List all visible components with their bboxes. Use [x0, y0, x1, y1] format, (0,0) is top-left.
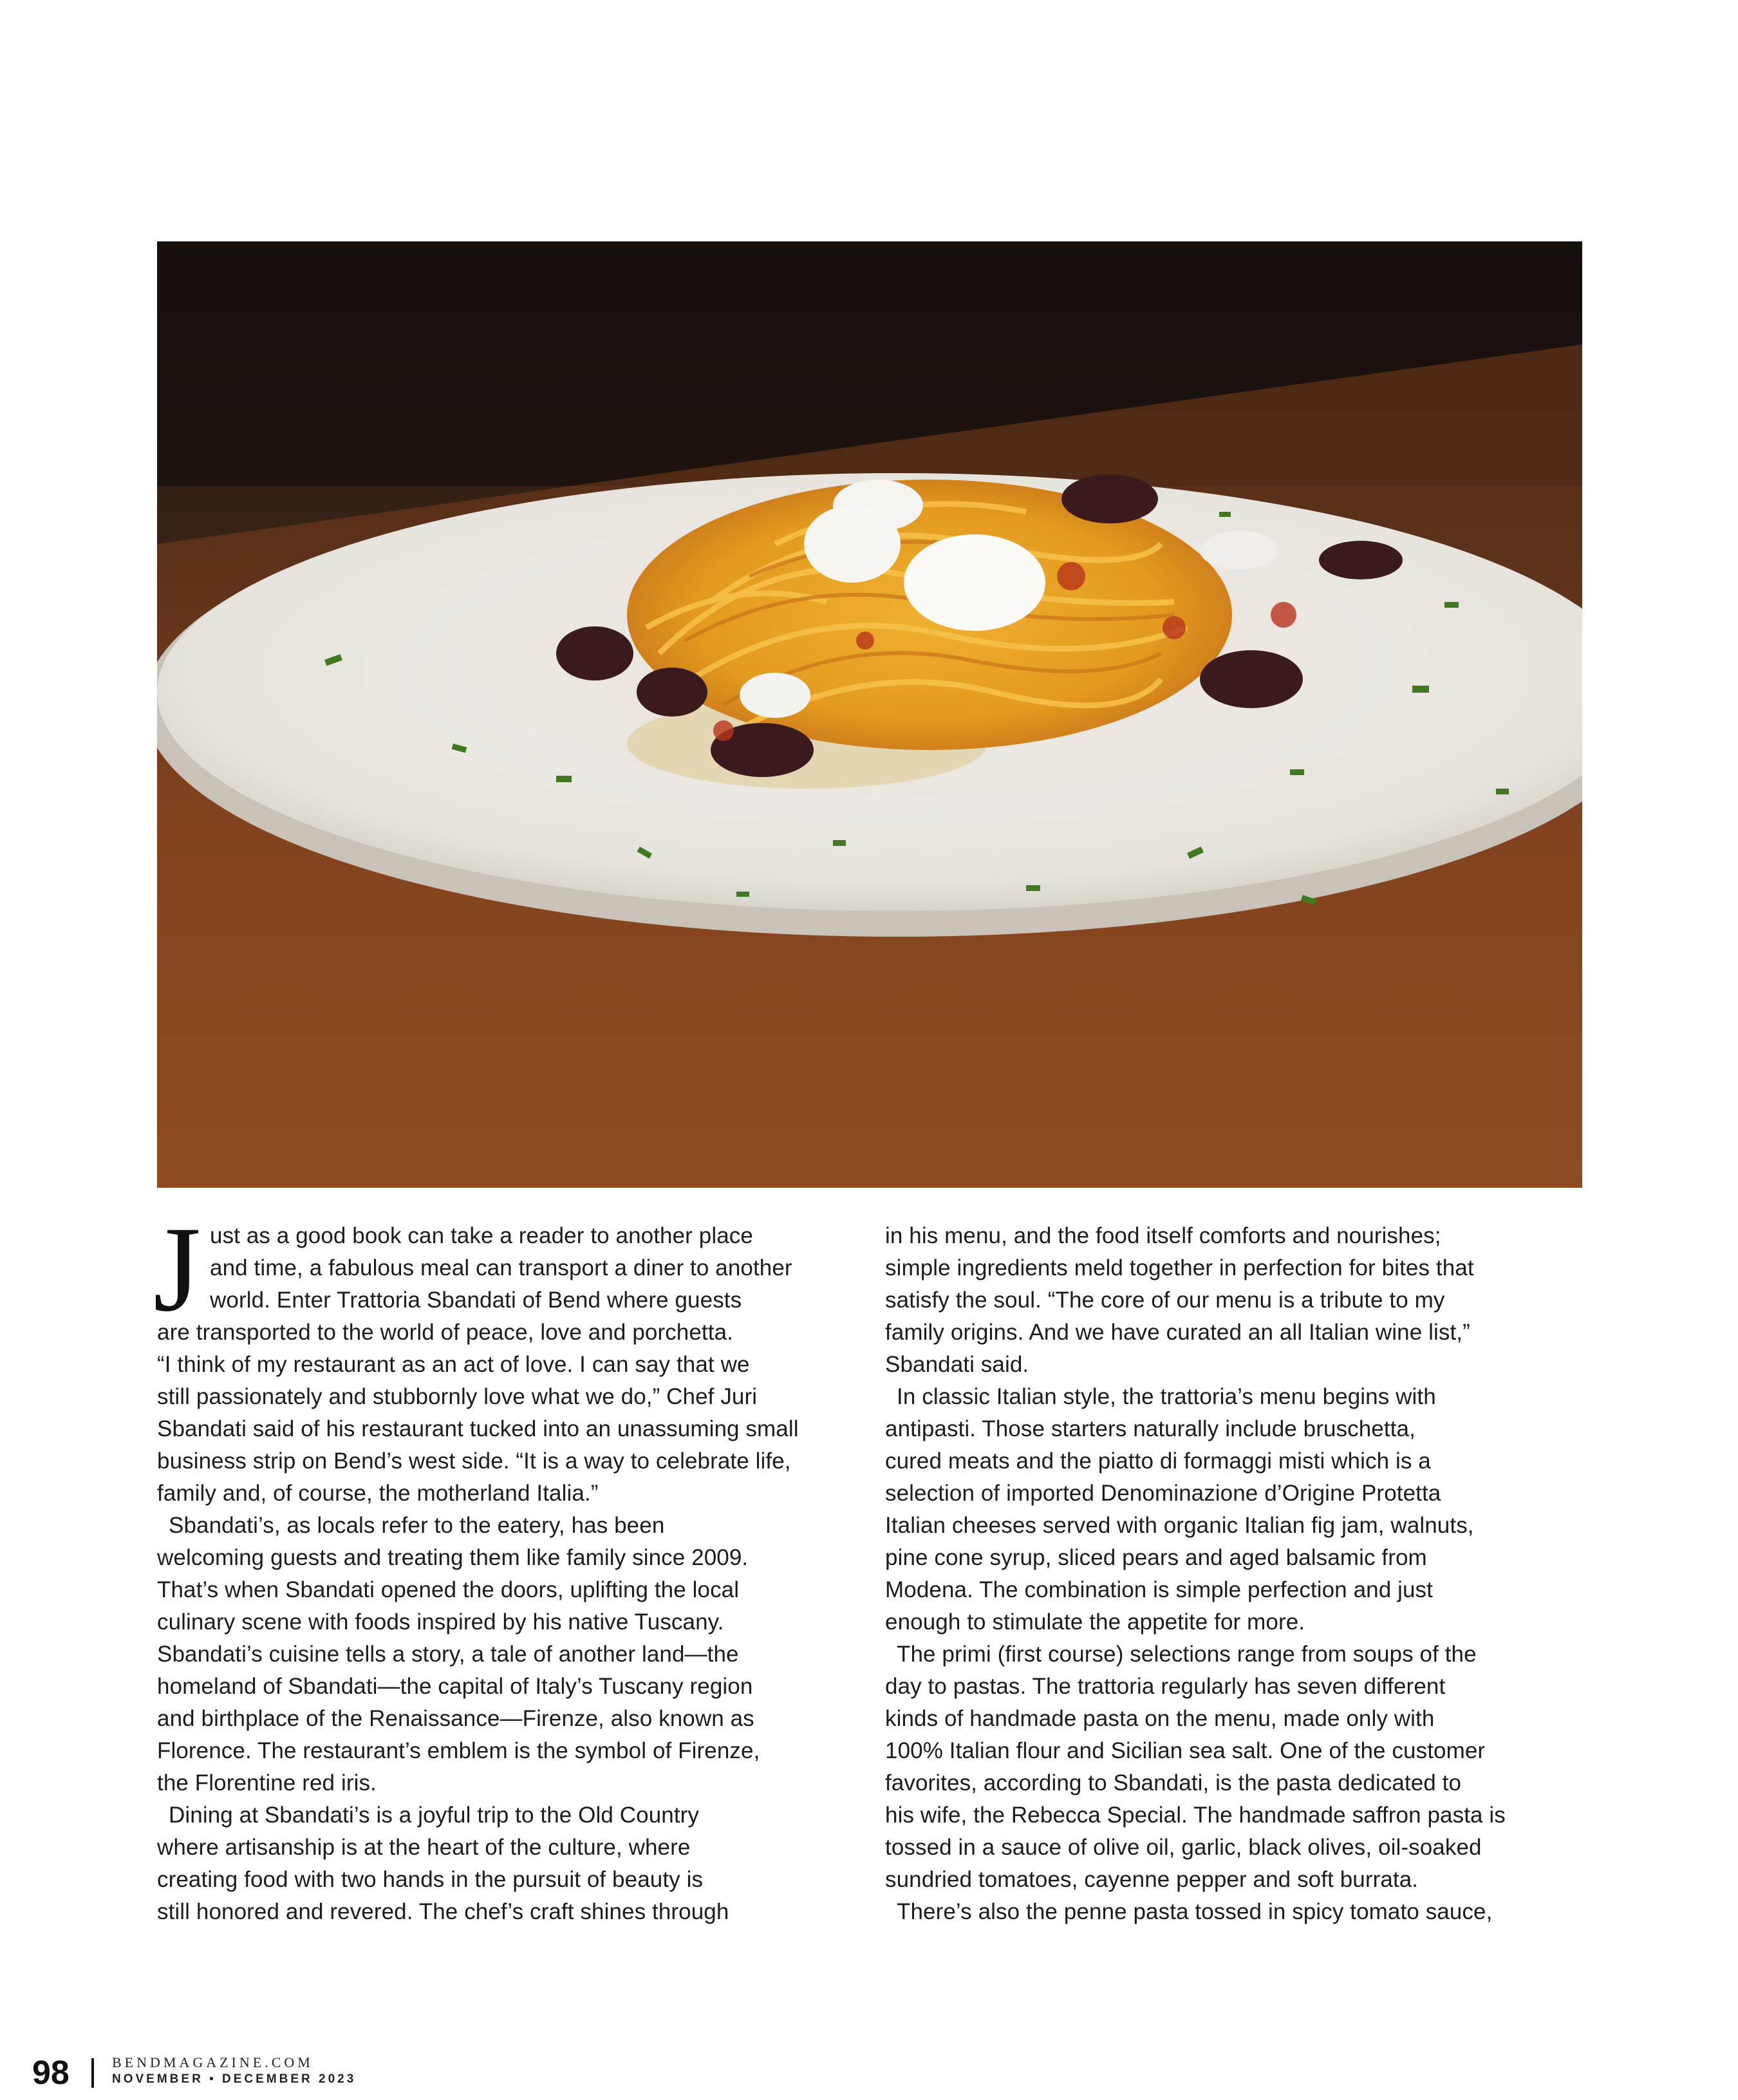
article-line: his wife, the Rebecca Special. The handmade saffron pasta is [885, 1803, 1506, 1828]
article-line: business strip on Bend’s west side. “It is a way to celebrate life, [157, 1448, 791, 1474]
article-line: In classic Italian style, the trattoria’s menu begins with [897, 1384, 1436, 1409]
article-line: creating food with two hands in the pursuit of beauty is [157, 1867, 704, 1892]
article-line: 100% Italian flour and Sicilian sea salt. One of the customer [885, 1738, 1486, 1763]
article-line: are transported to the world of peace, love and porchetta. [157, 1320, 733, 1345]
article-line: Florence. The restaurant’s emblem is the symbol of Firenze, [157, 1738, 760, 1763]
article-line: favorites, according to Sbandati, is the pasta dedicated to [885, 1770, 1462, 1795]
article-line: culinary scene with foods inspired by his native Tuscany. [157, 1609, 724, 1635]
article-line: That’s when Sbandati opened the doors, uplifting the local [157, 1577, 740, 1602]
magazine-site: BENDMAGAZINE.COM [112, 2054, 313, 2070]
article-line: welcoming guests and treating them like family since 2009. [157, 1545, 749, 1570]
article-line: still passionately and stubbornly love what we do,” Chef Juri [157, 1384, 758, 1409]
article-line: day to pastas. The trattoria regularly has seven different [885, 1674, 1446, 1699]
article-line: world. Enter Trattoria Sbandati of Bend where guests [210, 1288, 742, 1313]
article-line: satisfy the soul. “The core of our menu is a tribute to my [885, 1288, 1445, 1313]
article-line: and birthplace of the Renaissance—Firenze, also known as [157, 1706, 754, 1731]
article-line: tossed in a sauce of olive oil, garlic, black olives, oil-soaked [885, 1835, 1482, 1860]
pasta-dish-illustration [157, 241, 1582, 1188]
footer-divider [91, 2058, 94, 2088]
article-line: family origins. And we have curated an all Italian wine list,” [885, 1320, 1470, 1345]
article-line: Sbandati said of his restaurant tucked into an unassuming small [157, 1416, 799, 1441]
article-line: family and, of course, the motherland Italia.” [157, 1481, 599, 1506]
article-column-left [153, 1202, 852, 1928]
article-line: still honored and revered. The chef’s craft shines through [157, 1899, 729, 1924]
article-line: There’s also the penne pasta tossed in spicy tomato sauce, [897, 1899, 1493, 1924]
article-line: cured meats and the piatto di formaggi misti which is a [885, 1448, 1431, 1474]
article-line: “I think of my restaurant as an act of love. I can say that we [157, 1352, 750, 1377]
article-line: The primi (first course) selections range from soups of the [897, 1642, 1477, 1667]
article-line: Sbandati’s cuisine tells a story, a tale of another land—the [157, 1642, 739, 1667]
article-line: the Florentine red iris. [157, 1770, 377, 1795]
article-line: pine cone syrup, sliced pears and aged balsamic from [885, 1545, 1427, 1570]
article-line: Dining at Sbandati’s is a joyful trip to the Old Country [169, 1803, 699, 1828]
article-line: simple ingredients meld together in perfection for bites that [885, 1255, 1474, 1280]
article-line: Sbandati said. [885, 1352, 1029, 1377]
article-line: sundried tomatoes, cayenne pepper and soft burrata. [885, 1867, 1419, 1892]
article-line: kinds of handmade pasta on the menu, made only with [885, 1706, 1435, 1731]
article-line: Sbandati’s, as locals refer to the eatery, has been [169, 1513, 665, 1538]
article-column-right [885, 1220, 1587, 1928]
article-line: antipasti. Those starters naturally include bruschetta, [885, 1416, 1416, 1441]
article-photo [157, 241, 1582, 1188]
article-line: where artisanship is at the heart of the culture, where [157, 1835, 691, 1860]
article-line: Modena. The combination is simple perfection and just [885, 1577, 1433, 1602]
article-line: in his menu, and the food itself comforts and nourishes; [885, 1223, 1441, 1248]
issue-date: NOVEMBER • DECEMBER 2023 [112, 2072, 357, 2086]
article-line: Italian cheeses served with organic Italian fig jam, walnuts, [885, 1513, 1474, 1538]
article-line: homeland of Sbandati—the capital of Italy’s Tuscany region [157, 1674, 753, 1699]
drop-cap: J [153, 1202, 201, 1337]
article-line: ust as a good book can take a reader to another place [210, 1223, 753, 1248]
page-number: 98 [32, 2054, 70, 2092]
article-line: enough to stimulate the appetite for more. [885, 1609, 1305, 1635]
article-line: selection of imported Denominazione d’Origine Protetta [885, 1481, 1441, 1506]
article-line: and time, a fabulous meal can transport a diner to another [210, 1255, 792, 1280]
